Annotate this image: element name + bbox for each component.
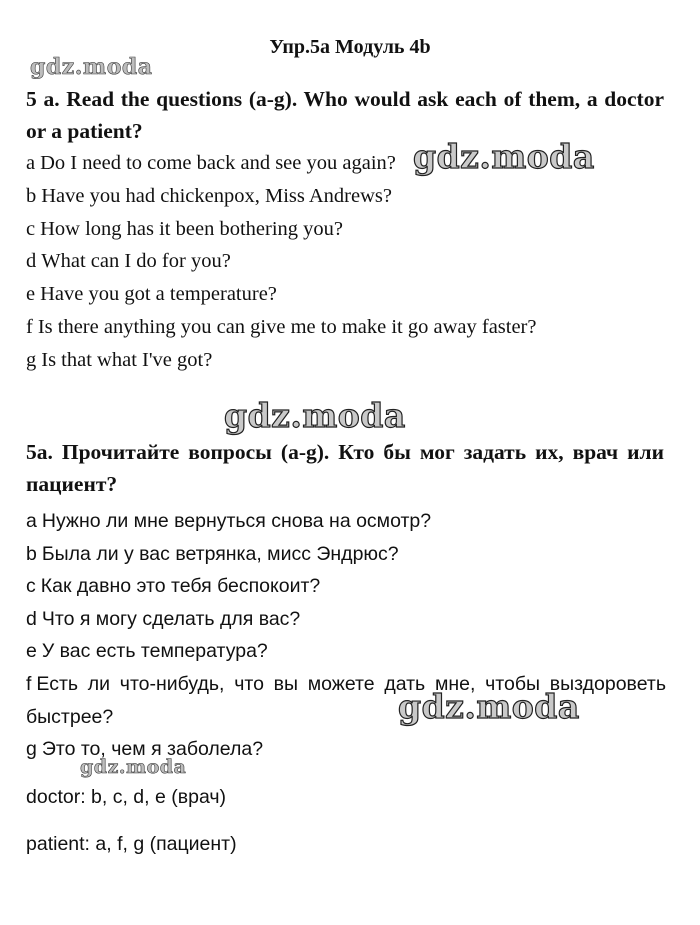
question-list-russian: [26, 505, 666, 766]
task-heading-english: 5 a. Read the questions (a-g). Who would ask each of them, a doctor or a patient?: [26, 87, 664, 143]
watermark: gdz.moda: [30, 54, 153, 80]
question-item: [26, 278, 666, 311]
task-heading-russian: 5a. Прочитайте вопросы (a-g). Кто бы мог задать их, врач или пациент?: [26, 440, 664, 496]
question-text: Is that what I've got?: [41, 348, 213, 371]
question-letter: f: [26, 315, 33, 338]
question-item: [26, 344, 666, 377]
answer-doctor: doctor: b, c, d, e (врач): [26, 786, 227, 808]
question-text: Нужно ли мне вернуться снова на осмотр?: [41, 510, 432, 532]
question-text: How long has it been bothering you?: [40, 217, 343, 240]
question-text: Is there anything you can give me to make it go away faster?: [37, 315, 537, 338]
question-text: Do I need to come back and see you again?: [40, 152, 396, 174]
watermark: gdz.moda: [398, 687, 580, 726]
question-item: [26, 505, 666, 538]
question-item: [26, 570, 666, 603]
question-letter: e: [26, 283, 36, 306]
question-letter: a: [26, 510, 37, 532]
question-letter: a: [26, 152, 36, 174]
page-title: Упр.5a Модуль 4b: [269, 36, 431, 58]
question-text: У вас есть температура?: [41, 640, 268, 663]
question-letter: e: [26, 640, 37, 663]
question-letter: c: [26, 217, 36, 240]
question-text: Что я могу сделать для вас?: [41, 607, 301, 630]
question-item: [26, 180, 666, 213]
question-text: Have you got a temperature?: [40, 283, 277, 306]
question-letter: b: [26, 184, 37, 207]
question-text: Как давно это тебя беспокоит?: [40, 575, 321, 598]
question-item: [26, 213, 666, 246]
question-text: Это то, чем я заболела?: [41, 738, 264, 761]
question-item: [26, 635, 666, 668]
question-item: [26, 538, 666, 571]
watermark: gdz.moda: [413, 137, 595, 176]
question-text: Have you had chickenpox, Miss Andrews?: [41, 184, 392, 207]
watermark: gdz.moda: [80, 756, 187, 778]
question-item: [26, 311, 666, 344]
question-item: [26, 245, 666, 278]
question-letter: d: [26, 607, 37, 630]
question-item: [26, 603, 666, 636]
question-list-english: [26, 147, 666, 377]
watermark: gdz.moda: [224, 396, 406, 435]
question-letter: f: [26, 672, 32, 695]
question-letter: g: [26, 738, 37, 761]
question-letter: d: [26, 250, 37, 273]
question-letter: c: [26, 575, 36, 598]
question-letter: b: [26, 542, 37, 565]
question-text: What can I do for you?: [41, 250, 231, 273]
question-text: Была ли у вас ветрянка, мисс Эндрюс?: [41, 542, 399, 565]
question-letter: g: [26, 348, 37, 371]
question-text: Есть ли что-нибудь, что вы можете дать мне, чтобы выздороветь быстрее?: [26, 672, 666, 728]
answer-patient: patient: a, f, g (пациент): [26, 833, 237, 855]
